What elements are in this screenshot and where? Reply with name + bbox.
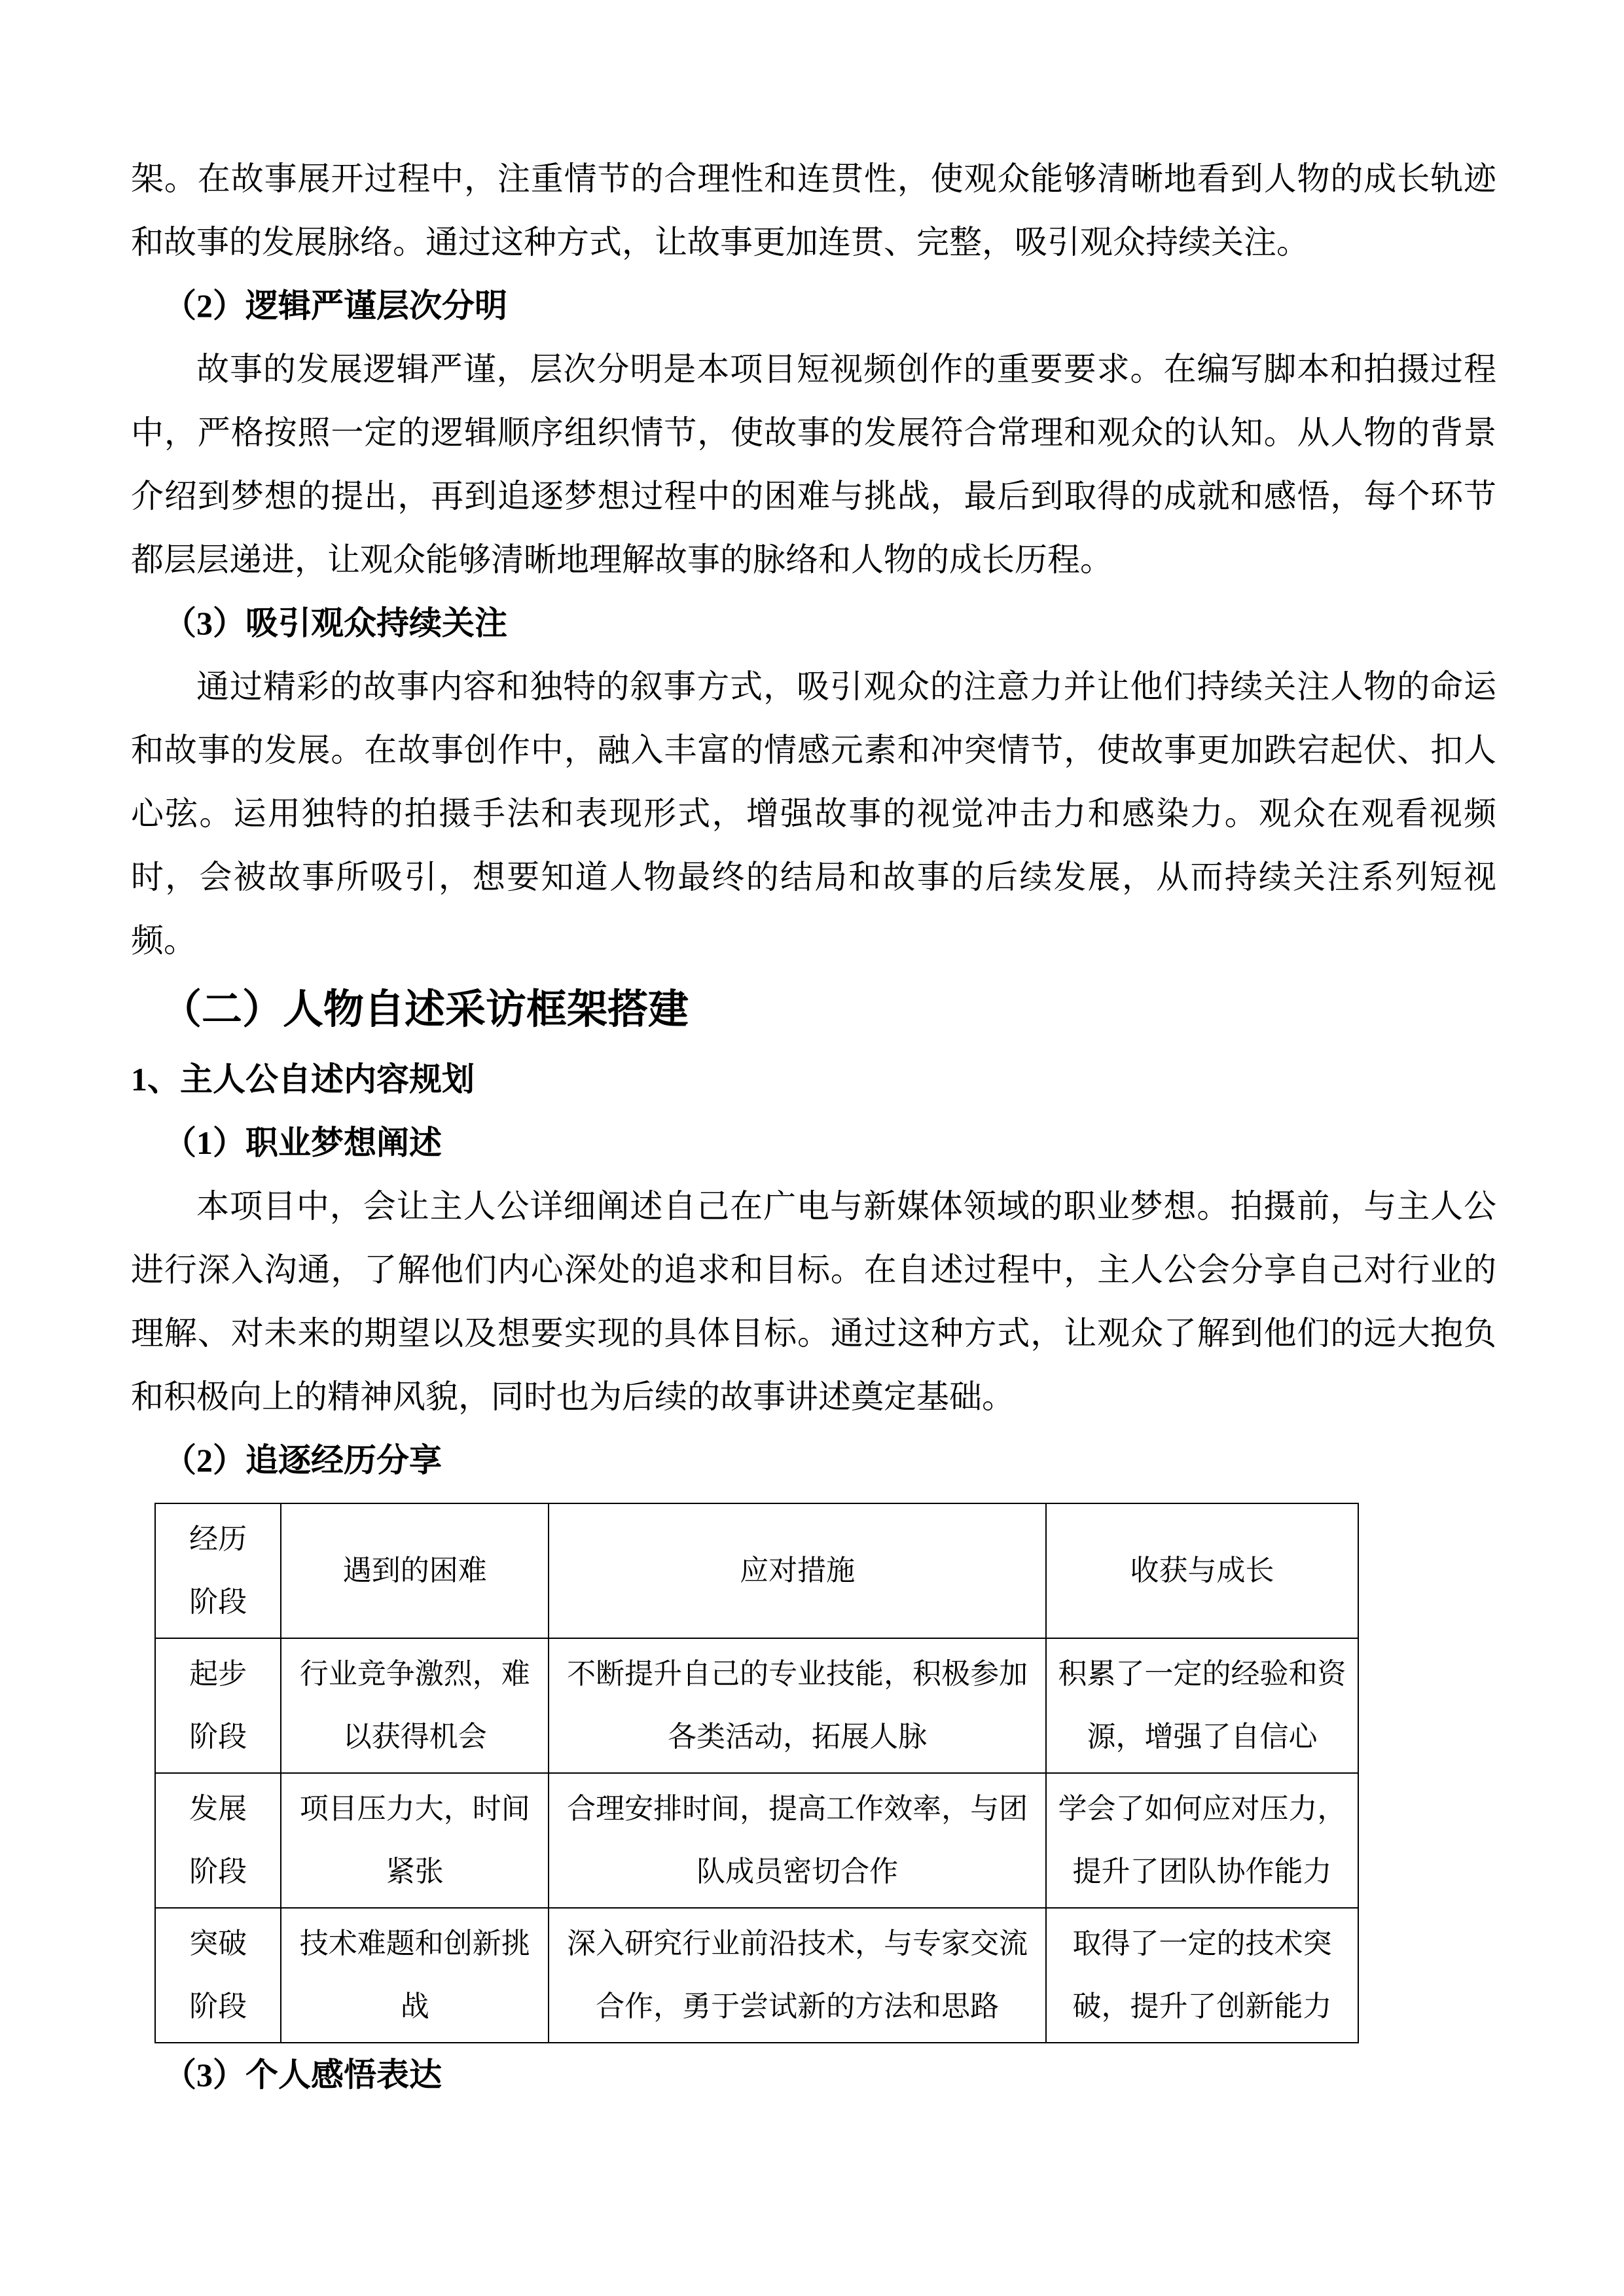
table-cell-difficulty: 行业竞争激烈，难以获得机会	[281, 1638, 549, 1773]
heading-career-dream: （1）职业梦想阐述	[164, 1124, 442, 1161]
document-body	[131, 147, 1496, 2107]
table-row	[155, 1638, 1358, 1773]
table-header-stage-line1: 经历	[189, 1523, 247, 1555]
table-row	[155, 1908, 1358, 2043]
heading-logic-rigorous: （2）逻辑严谨层次分明	[164, 287, 507, 324]
heading-personal-insight: （3）个人感悟表达	[164, 2056, 442, 2093]
table-cell-stage	[155, 1908, 281, 2043]
paragraph-logic-rigorous: 故事的发展逻辑严谨，层次分明是本项目短视频创作的重要要求。在编写脚本和拍摄过程中，严格按照一定的逻辑顺序组织情节，使故事的发展符合常理和观众的认知。从人物的背景介绍到梦想的提出，再到追逐梦想过程中的困难与挑战，最后到取得的成就和感悟，每个环节都层层递进，让观众能够清晰地理解故事的脉络和人物的成长历程。	[131, 351, 1496, 578]
table-header-stage-line2: 阶段	[189, 1586, 247, 1618]
table-cell-measures: 深入研究行业前沿技术，与专家交流合作，勇于尝试新的方法和思路	[549, 1908, 1046, 2043]
table-cell-measures: 合理安排时间，提高工作效率，与团队成员密切合作	[549, 1773, 1046, 1908]
table-row	[155, 1773, 1358, 1908]
heading-pursuit-experience-share: （2）追逐经历分享	[164, 1442, 442, 1479]
table-cell-stage-line2: 阶段	[189, 1990, 247, 2022]
table-header-difficulty: 遇到的困难	[281, 1503, 549, 1638]
table-header-row	[155, 1503, 1358, 1638]
table-cell-gains: 取得了一定的技术突破，提升了创新能力	[1046, 1908, 1358, 2043]
table-cell-stage-line1: 突破	[189, 1928, 247, 1960]
heading-section-two: （二）人物自述采访框架搭建	[161, 988, 689, 1032]
table-header-stage	[155, 1503, 281, 1638]
table-cell-stage-line2: 阶段	[189, 1856, 247, 1888]
table-header-measures: 应对措施	[549, 1503, 1046, 1638]
table-header-gains: 收获与成长	[1046, 1503, 1358, 1638]
table-cell-stage-line1: 发展	[189, 1793, 247, 1825]
table-cell-gains: 学会了如何应对压力，提升了团队协作能力	[1046, 1773, 1358, 1908]
paragraph-career-dream: 本项目中，会让主人公详细阐述自己在广电与新媒体领域的职业梦想。拍摄前，与主人公进行深入沟通，了解他们内心深处的追求和目标。在自述过程中，主人公会分享自己对行业的理解、对未来的期望以及想要实现的具体目标。通过这种方式，让观众了解到他们的远大抱负和积极向上的精神风貌，同时也为后续的故事讲述奠定基础。	[131, 1188, 1496, 1415]
table-cell-difficulty: 技术难题和创新挑战	[281, 1908, 549, 2043]
table-cell-stage-line1: 起步	[189, 1658, 247, 1690]
heading-item-1-self-narration-plan: 1、主人公自述内容规划	[131, 1061, 475, 1098]
paragraph-continued-top: 架。在故事展开过程中，注重情节的合理性和连贯性，使观众能够清晰地看到人物的成长轨迹和故事的发展脉络。通过这种方式，让故事更加连贯、完整，吸引观众持续关注。	[131, 160, 1496, 260]
paragraph-attract-audience: 通过精彩的故事内容和独特的叙事方式，吸引观众的注意力并让他们持续关注人物的命运和故事的发展。在故事创作中，融入丰富的情感元素和冲突情节，使故事更加跌宕起伏、扣人心弦。运用独特的拍摄手法和表现形式，增强故事的视觉冲击力和感染力。观众在观看视频时，会被故事所吸引，想要知道人物最终的结局和故事的后续发展，从而持续关注系列短视频。	[131, 668, 1496, 959]
table-cell-gains: 积累了一定的经验和资源，增强了自信心	[1046, 1638, 1358, 1773]
experience-stage-table	[154, 1503, 1359, 2043]
table-cell-stage-line2: 阶段	[189, 1721, 247, 1753]
table-cell-stage	[155, 1773, 281, 1908]
table-cell-stage	[155, 1638, 281, 1773]
heading-attract-audience: （3）吸引观众持续关注	[164, 605, 507, 641]
table-cell-difficulty: 项目压力大，时间紧张	[281, 1773, 549, 1908]
table-cell-measures: 不断提升自己的专业技能，积极参加各类活动，拓展人脉	[549, 1638, 1046, 1773]
